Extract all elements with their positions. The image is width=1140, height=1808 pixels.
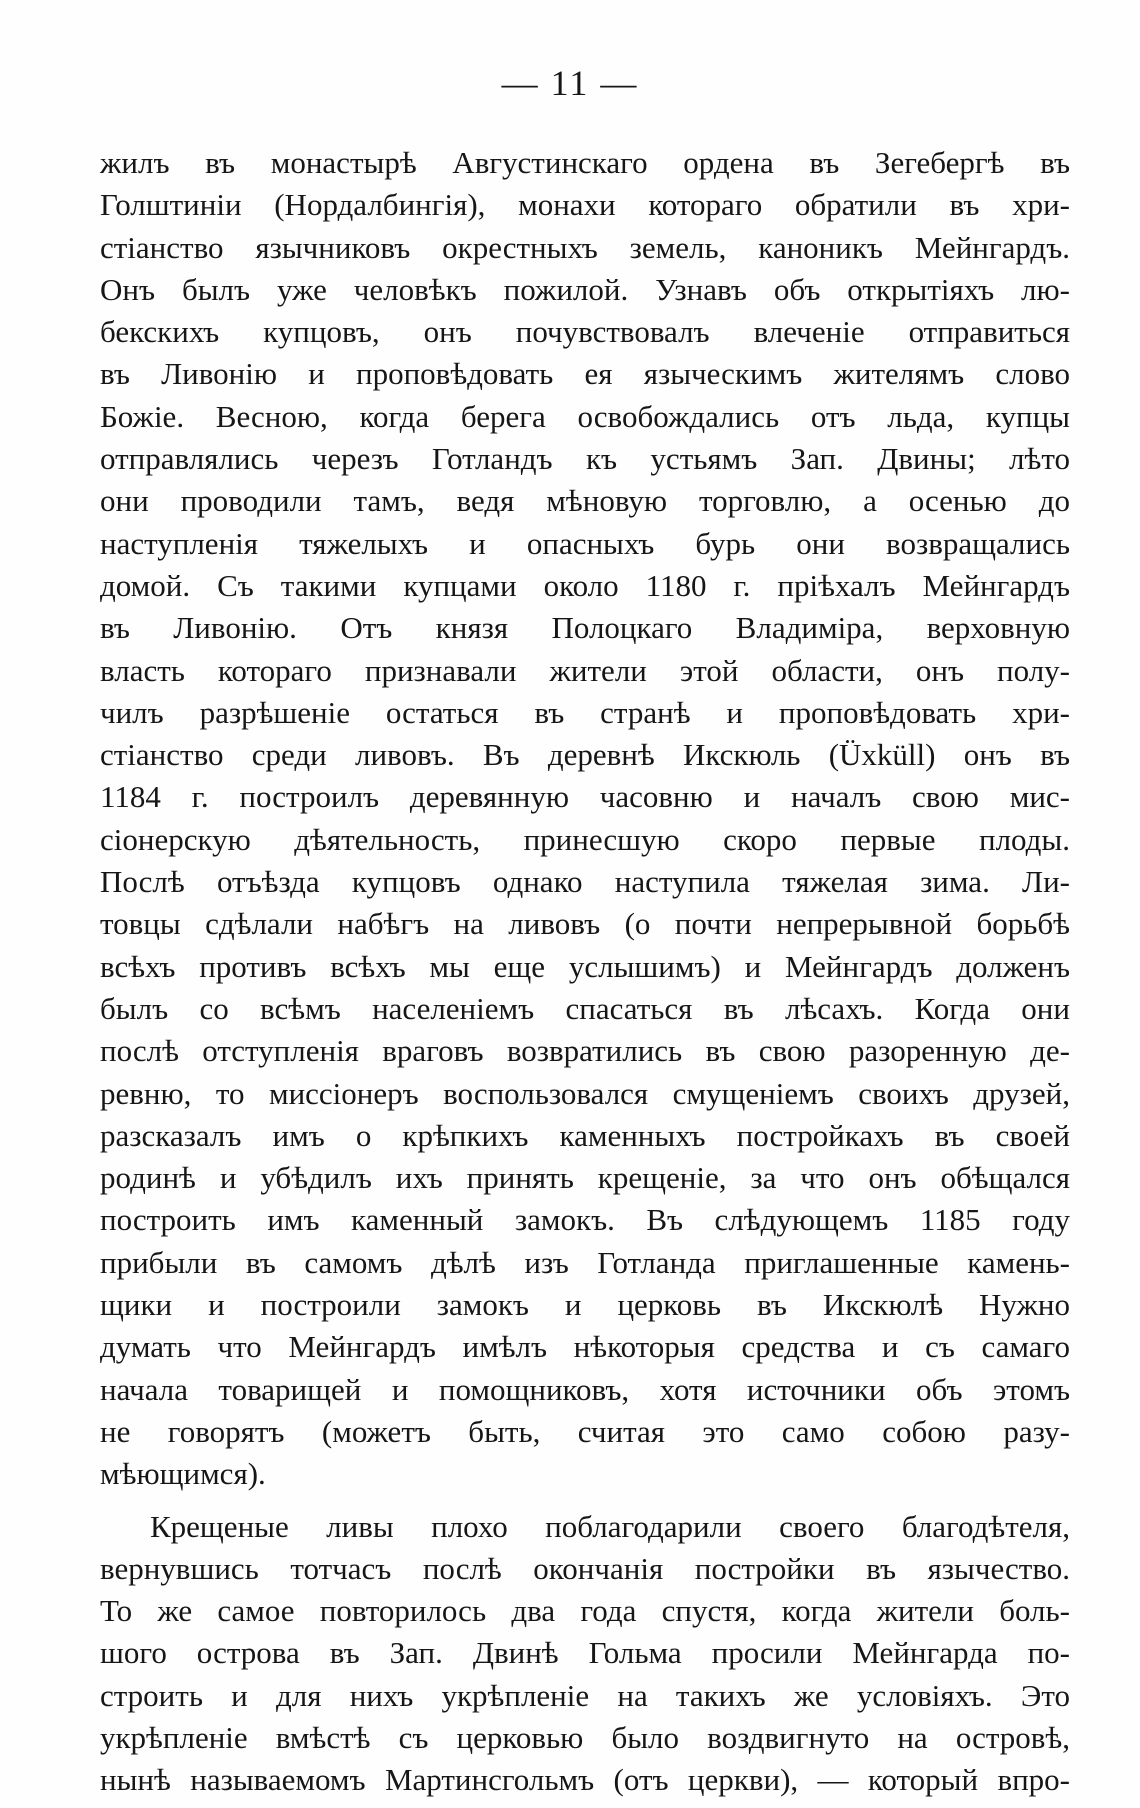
text-line: въ Ливонію. Отъ князя Полоцкаго Владиміра, верховную [100,610,1070,646]
page-number: — 11 — [501,63,639,103]
text-line: бекскихъ купцовъ, онъ почувствовалъ влеченіе отправиться [100,314,1070,350]
text-line: Голштиніи (Нордалбингія), монахи котораго обратили въ хри- [100,187,1070,223]
text-line: ревню, то миссіонеръ воспользовался смущеніемъ своихъ друзей, [100,1075,1070,1111]
text-line: домой. Съ такими купцами около 1180 г. пріѣхалъ Мейнгардъ [100,567,1070,603]
text-line: стіанство среди ливовъ. Въ деревнѣ Икскюль (Üxküll) онъ въ [100,737,1070,773]
text-line: строить и для нихъ укрѣпленіе на такихъ же условіяхъ. Это [100,1677,1070,1713]
text-line: въ Ливонію и проповѣдовать ея языческимъ жителямъ слово [100,356,1070,392]
text-line: Онъ былъ уже человѣкъ пожилой. Узнавъ объ открытіяхъ лю- [100,271,1070,307]
text-line: власть котораго признавали жители этой области, онъ полу- [100,652,1070,688]
text-line: мѣющимся). [100,1456,266,1492]
paragraph-2 [100,1506,1070,1802]
text-line: стіанство язычниковъ окрестныхъ земель, каноникъ Мейнгардъ. [100,229,1070,265]
text-line: начала товарищей и помощниковъ, хотя источники объ этомъ [100,1371,1070,1407]
text-line: прибыли въ самомъ дѣлѣ изъ Готланда приглашенные камень- [100,1244,1070,1280]
text-line: жилъ въ монастырѣ Августинскаго ордена въ Зегебергѣ въ [100,145,1070,180]
text-line: Божіе. Весною, когда берега освобождались отъ льда, купцы [100,398,1070,434]
text-line: чилъ разрѣшеніе остаться въ странѣ и проповѣдовать хри- [100,694,1070,730]
paragraph-gap [100,1496,1070,1506]
text-line: построить имъ каменный замокъ. Въ слѣдующемъ 1185 году [100,1202,1070,1238]
paragraph-1 [100,142,1070,1496]
text-line: щики и построили замокъ и церковь въ Икскюлѣ Нужно [100,1287,1070,1323]
text-line: послѣ отступленія враговъ возвратились въ свою разоренную де- [100,1033,1070,1069]
text-line: всѣхъ противъ всѣхъ мы еще услышимъ) и Мейнгардъ долженъ [100,948,1070,984]
text-line: вернувшись тотчасъ послѣ окончанія постройки въ язычество. [100,1550,1070,1586]
text-line: былъ со всѣмъ населеніемъ спасаться въ лѣсахъ. Когда они [100,990,1070,1026]
text-line: отправлялись черезъ Готландъ къ устьямъ Зап. Двины; лѣто [100,441,1070,477]
text-line: шого острова въ Зап. Двинѣ Гольма просили Мейнгарда по- [100,1635,1070,1671]
text-line: укрѣпленіе вмѣстѣ съ церковью было воздвигнуто на островѣ, [100,1719,1070,1755]
text-line: сіонерскую дѣятельность, принесшую скоро первые плоды. [100,821,1070,857]
text-line: наступленія тяжелыхъ и опасныхъ бурь они возвращались [100,525,1070,561]
text-line: не говорятъ (можетъ быть, считая это само собою разу- [100,1413,1070,1449]
text-line: разсказалъ имъ о крѣпкихъ каменныхъ постройкахъ въ своей [100,1117,1070,1153]
body-text [100,142,1070,1802]
text-line: родинѣ и убѣдилъ ихъ принять крещеніе, за что онъ обѣщался [100,1160,1070,1196]
text-line: Крещеные ливы плохо поблагодарили своего благодѣтеля, [150,1508,1070,1544]
text-line: они проводили тамъ, ведя мѣновую торговлю, а осенью до [100,483,1070,519]
text-line: 1184 г. построилъ деревянную часовню и началъ свою мис- [100,779,1070,815]
text-line: нынѣ называемомъ Мартинсгольмъ (отъ церкви), — который впро- [100,1762,1070,1798]
text-line: товцы сдѣлали набѣгъ на ливовъ (о почти непрерывной борьбѣ [100,906,1070,942]
text-line: Послѣ отъѣзда купцовъ однако наступила тяжелая зима. Ли- [100,864,1070,900]
text-line: думать что Мейнгардъ имѣлъ нѣкоторыя средства и съ самаго [100,1329,1070,1365]
text-line: То же самое повторилось два года спустя, когда жители боль- [100,1593,1070,1629]
